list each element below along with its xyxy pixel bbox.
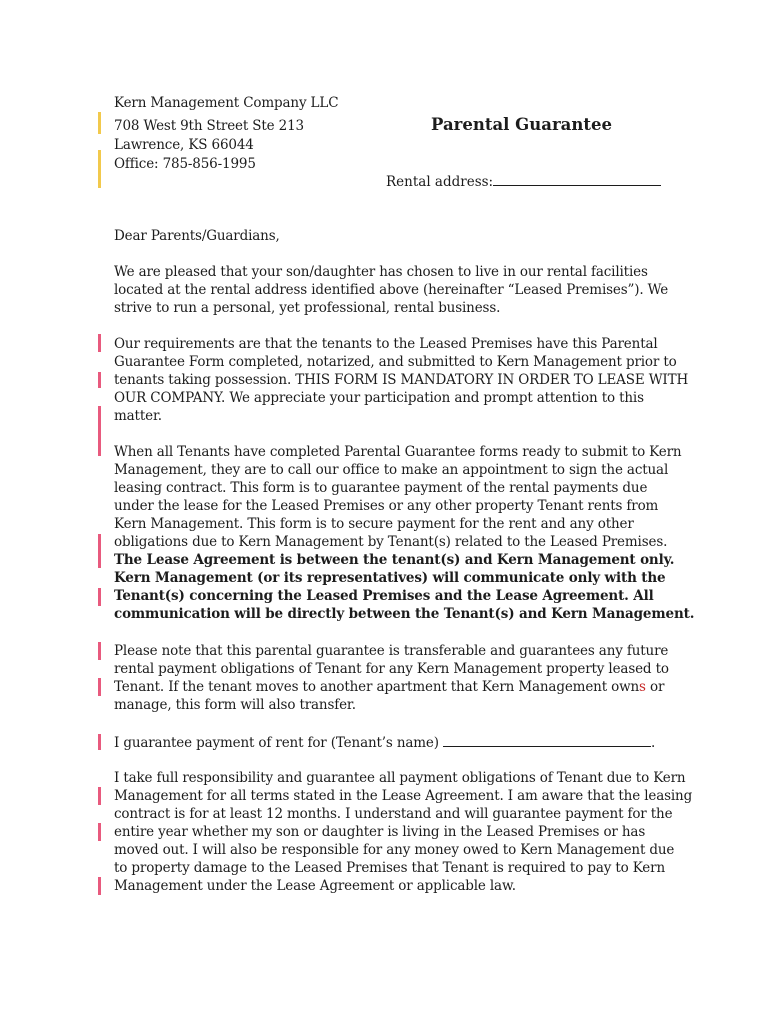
- rental-address-label: Rental address:: [386, 174, 494, 190]
- paragraph-line: I take full responsibility and guarantee all payment obligations of Tenant due to Kern: [114, 770, 686, 786]
- rental-address-field[interactable]: [493, 172, 661, 186]
- paragraph-line: Management for all terms stated in the Lease Agreement. I am aware that the leasing: [114, 788, 693, 804]
- paragraph-line: OUR COMPANY. We appreciate your participation and prompt attention to this: [114, 390, 644, 406]
- change-bar: [98, 823, 101, 841]
- paragraph-line: strive to run a personal, yet professional, rental business.: [114, 300, 501, 316]
- change-bar: [98, 877, 101, 895]
- paragraph-line: Management under the Lease Agreement or applicable law.: [114, 878, 516, 894]
- document-title: Parental Guarantee: [431, 115, 612, 134]
- tenant-name-field[interactable]: [443, 733, 651, 747]
- paragraph-line: Please note that this parental guarantee is transferable and guarantees any future: [114, 643, 669, 659]
- paragraph-text: Tenant. If the tenant moves to another apartment that Kern Management own: [114, 679, 640, 695]
- rental-address-line: [386, 172, 661, 190]
- change-bar: [98, 588, 101, 606]
- bold-paragraph-line: Kern Management (or its representatives) will communicate only with the: [114, 570, 666, 586]
- change-bar: [98, 334, 101, 352]
- company-office-phone: Office: 785-856-1995: [114, 156, 256, 172]
- change-bar: [98, 534, 101, 568]
- paragraph-line: Guarantee Form completed, notarized, and submitted to Kern Management prior to: [114, 354, 677, 370]
- paragraph-line: obligations due to Kern Management by Tenant(s) related to the Leased Premises.: [114, 534, 668, 550]
- change-bar: [98, 642, 101, 660]
- bold-paragraph-line: communication will be directly between the Tenant(s) and Kern Management.: [114, 606, 695, 622]
- bold-paragraph-line: The Lease Agreement is between the tenant(s) and Kern Management only.: [114, 552, 675, 568]
- change-bar: [98, 372, 101, 388]
- company-street: 708 West 9th Street Ste 213: [114, 118, 304, 134]
- change-bar: [98, 787, 101, 805]
- paragraph-line: entire year whether my son or daughter is living in the Leased Premises or has: [114, 824, 646, 840]
- paragraph-line: to property damage to the Leased Premises that Tenant is required to pay to Kern: [114, 860, 665, 876]
- paragraph-line: leasing contract. This form is to guarantee payment of the rental payments due: [114, 480, 648, 496]
- paragraph-line: manage, this form will also transfer.: [114, 697, 356, 713]
- tenant-name-label: I guarantee payment of rent for (Tenant’s name): [114, 735, 444, 751]
- change-bar: [98, 150, 101, 188]
- paragraph-line: When all Tenants have completed Parental Guarantee forms ready to submit to Kern: [114, 444, 682, 460]
- paragraph-line: moved out. I will also be responsible for any money owed to Kern Management due: [114, 842, 675, 858]
- change-bar: [98, 734, 101, 750]
- tenant-name-end: .: [651, 735, 656, 751]
- paragraph-line: Kern Management. This form is to secure payment for the rent and any other: [114, 516, 634, 532]
- salutation: Dear Parents/Guardians,: [114, 228, 280, 244]
- paragraph-line: Our requirements are that the tenants to the Leased Premises have this Parental: [114, 336, 658, 352]
- company-city: Lawrence, KS 66044: [114, 137, 254, 153]
- tenant-name-line: [114, 733, 655, 752]
- change-bar: [98, 678, 101, 696]
- paragraph-line: contract is for at least 12 months. I understand and will guarantee payment for the: [114, 806, 673, 822]
- paragraph-line: matter.: [114, 408, 162, 424]
- paragraph-line: Management, they are to call our office to make an appointment to sign the actual: [114, 462, 669, 478]
- paragraph-line: located at the rental address identified above (hereinafter “Leased Premises”). We: [114, 282, 669, 298]
- paragraph-line: rental payment obligations of Tenant for any Kern Management property leased to: [114, 661, 669, 677]
- change-bar: [98, 112, 101, 134]
- bold-paragraph-line: Tenant(s) concerning the Leased Premises and the Lease Agreement. All: [114, 588, 654, 604]
- paragraph-line: We are pleased that your son/daughter has chosen to live in our rental facilities: [114, 264, 648, 280]
- paragraph-line: under the lease for the Leased Premises or any other property Tenant rents from: [114, 498, 659, 514]
- change-bar: [98, 406, 101, 456]
- tracked-change-text: s: [639, 679, 646, 695]
- paragraph-text: or: [645, 679, 665, 695]
- paragraph-line: [114, 678, 664, 696]
- paragraph-line: tenants taking possession. THIS FORM IS MANDATORY IN ORDER TO LEASE WITH: [114, 372, 689, 388]
- company-name: Kern Management Company LLC: [114, 95, 339, 111]
